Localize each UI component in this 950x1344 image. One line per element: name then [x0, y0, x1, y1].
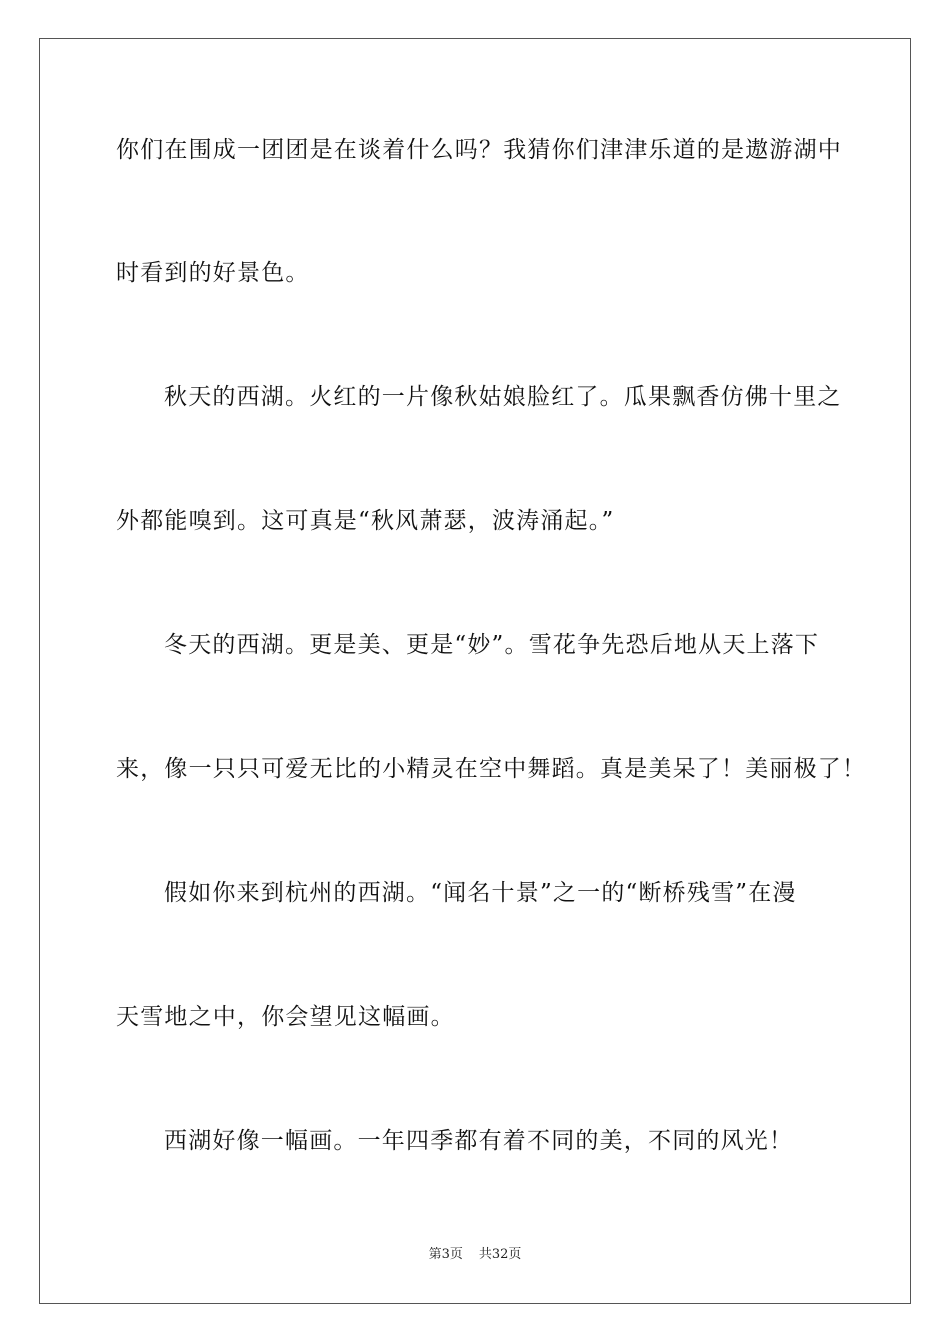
paragraph-first-line: 西湖好像一幅画。一年四季都有着不同的美，不同的风光！ — [164, 1128, 794, 1154]
text-line: 时看到的好景色。 — [116, 260, 310, 286]
text-line: 你们在围成一团团是在谈着什么吗？我猜你们津津乐道的是遨游湖中 — [116, 137, 842, 163]
paragraph-first-line: 冬天的西湖。更是美、更是“妙”。雪花争先恐后地从天上落下 — [164, 632, 820, 658]
page-footer — [0, 1246, 950, 1264]
paragraph-first-line: 秋天的西湖。火红的一片像秋姑娘脸红了。瓜果飘香仿佛十里之 — [164, 384, 842, 410]
page-border — [39, 38, 911, 1304]
paragraph-first-line: 假如你来到杭州的西湖。“闻名十景”之一的“断桥残雪”在漫 — [164, 880, 797, 906]
page-number: 第3页 — [428, 1247, 463, 1262]
page-total: 共32页 — [478, 1247, 522, 1262]
text-line: 外都能嗅到。这可真是“秋风萧瑟，波涛涌起。” — [116, 508, 615, 534]
text-line: 天雪地之中，你会望见这幅画。 — [116, 1004, 455, 1030]
text-line: 来，像一只只可爱无比的小精灵在空中舞蹈。真是美呆了！美丽极了！ — [116, 756, 867, 782]
